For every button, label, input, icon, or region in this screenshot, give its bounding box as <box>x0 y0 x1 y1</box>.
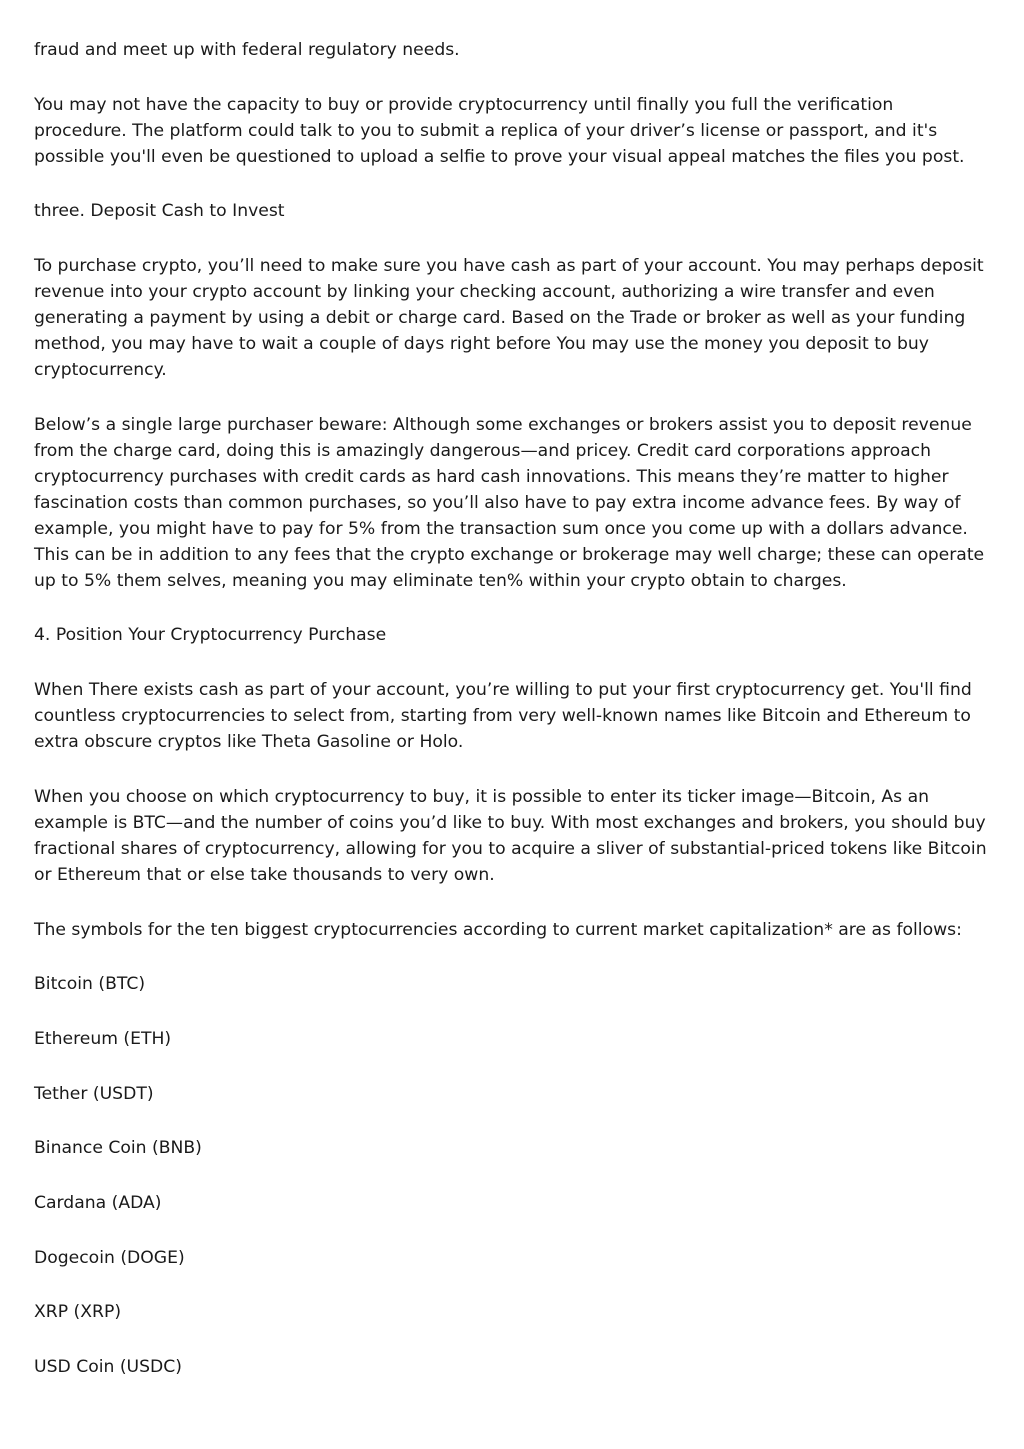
list-item-bitcoin: Bitcoin (BTC) <box>34 974 146 995</box>
paragraph-continuation: fraud and meet up with federal regulatory needs. <box>34 40 460 60</box>
list-item-cardana: Cardana (ADA) <box>34 1192 162 1213</box>
list-item-tether: Tether (USDT) <box>34 1083 154 1104</box>
paragraph-credit-card-warning: Below’s a single large purchaser beware: Although some exchanges or brokers assist you to deposit revenue from the charge card, doing this is amazingly dangerous—and pricey. Credit card corporations approach cryptocurrency purchases with credit cards as hard cash innovations. This means they’re matter to higher fascination costs than common purchases, so you’ll also have to pay extra income advance fees. By way of example, you might have to pay for 5% from the transaction sum once you come up with a dollars advance. This can be in addition to any fees that the crypto exchange or brokerage may well charge; these can operate up to 5% them selves, meaning you may eliminate ten% within your crypto obtain to charges. <box>34 414 985 591</box>
paragraph-symbols-intro: The symbols for the ten biggest cryptocurrencies according to current market capitalization* are as follows: <box>34 919 962 940</box>
paragraph-deposit: To purchase crypto, you’ll need to make sure you have cash as part of your account. You may perhaps deposit revenue into your crypto account by linking your checking account, authorizing a wire transfer and even generating a payment by using a debit or charge card. Based on the Trade or broker as well as your funding method, you may have to wait a couple of days right before You may use the money you deposit to buy cryptocurrency. <box>34 256 984 381</box>
paragraph-verification: You may not have the capacity to buy or provide cryptocurrency until finally you full the verification procedure. The platform could talk to you to submit a replica of your driver’s license or passport, and it's possible you'll even be questioned to upload a selfie to prove your visual appeal matches the files you post. <box>34 94 965 167</box>
paragraph-first-purchase: When There exists cash as part of your account, you’re willing to put your first cryptocurrency get. You'll find countless cryptocurrencies to select from, starting from very well-known names like Bitcoin and Ethereum to extra obscure cryptos like Theta Gasoline or Holo. <box>34 680 972 753</box>
heading-position-purchase: 4. Position Your Cryptocurrency Purchase <box>34 625 387 646</box>
list-item-ethereum: Ethereum (ETH) <box>34 1028 172 1049</box>
document-page <box>34 37 990 1409</box>
list-item-binance-coin: Binance Coin (BNB) <box>34 1138 202 1159</box>
list-item-xrp: XRP (XRP) <box>34 1302 122 1323</box>
paragraph-ticker: When you choose on which cryptocurrency to buy, it is possible to enter its ticker image—Bitcoin, As an example is BTC—and the number of coins you’d like to buy. With most exchanges and brokers, you should buy fractional shares of cryptocurrency, allowing for you to acquire a sliver of substantial-priced tokens like Bitcoin or Ethereum that or else take thousands to very own. <box>34 786 987 885</box>
list-item-dogecoin: Dogecoin (DOGE) <box>34 1247 185 1268</box>
heading-deposit-cash: three. Deposit Cash to Invest <box>34 201 285 222</box>
list-item-usd-coin: USD Coin (USDC) <box>34 1357 182 1377</box>
